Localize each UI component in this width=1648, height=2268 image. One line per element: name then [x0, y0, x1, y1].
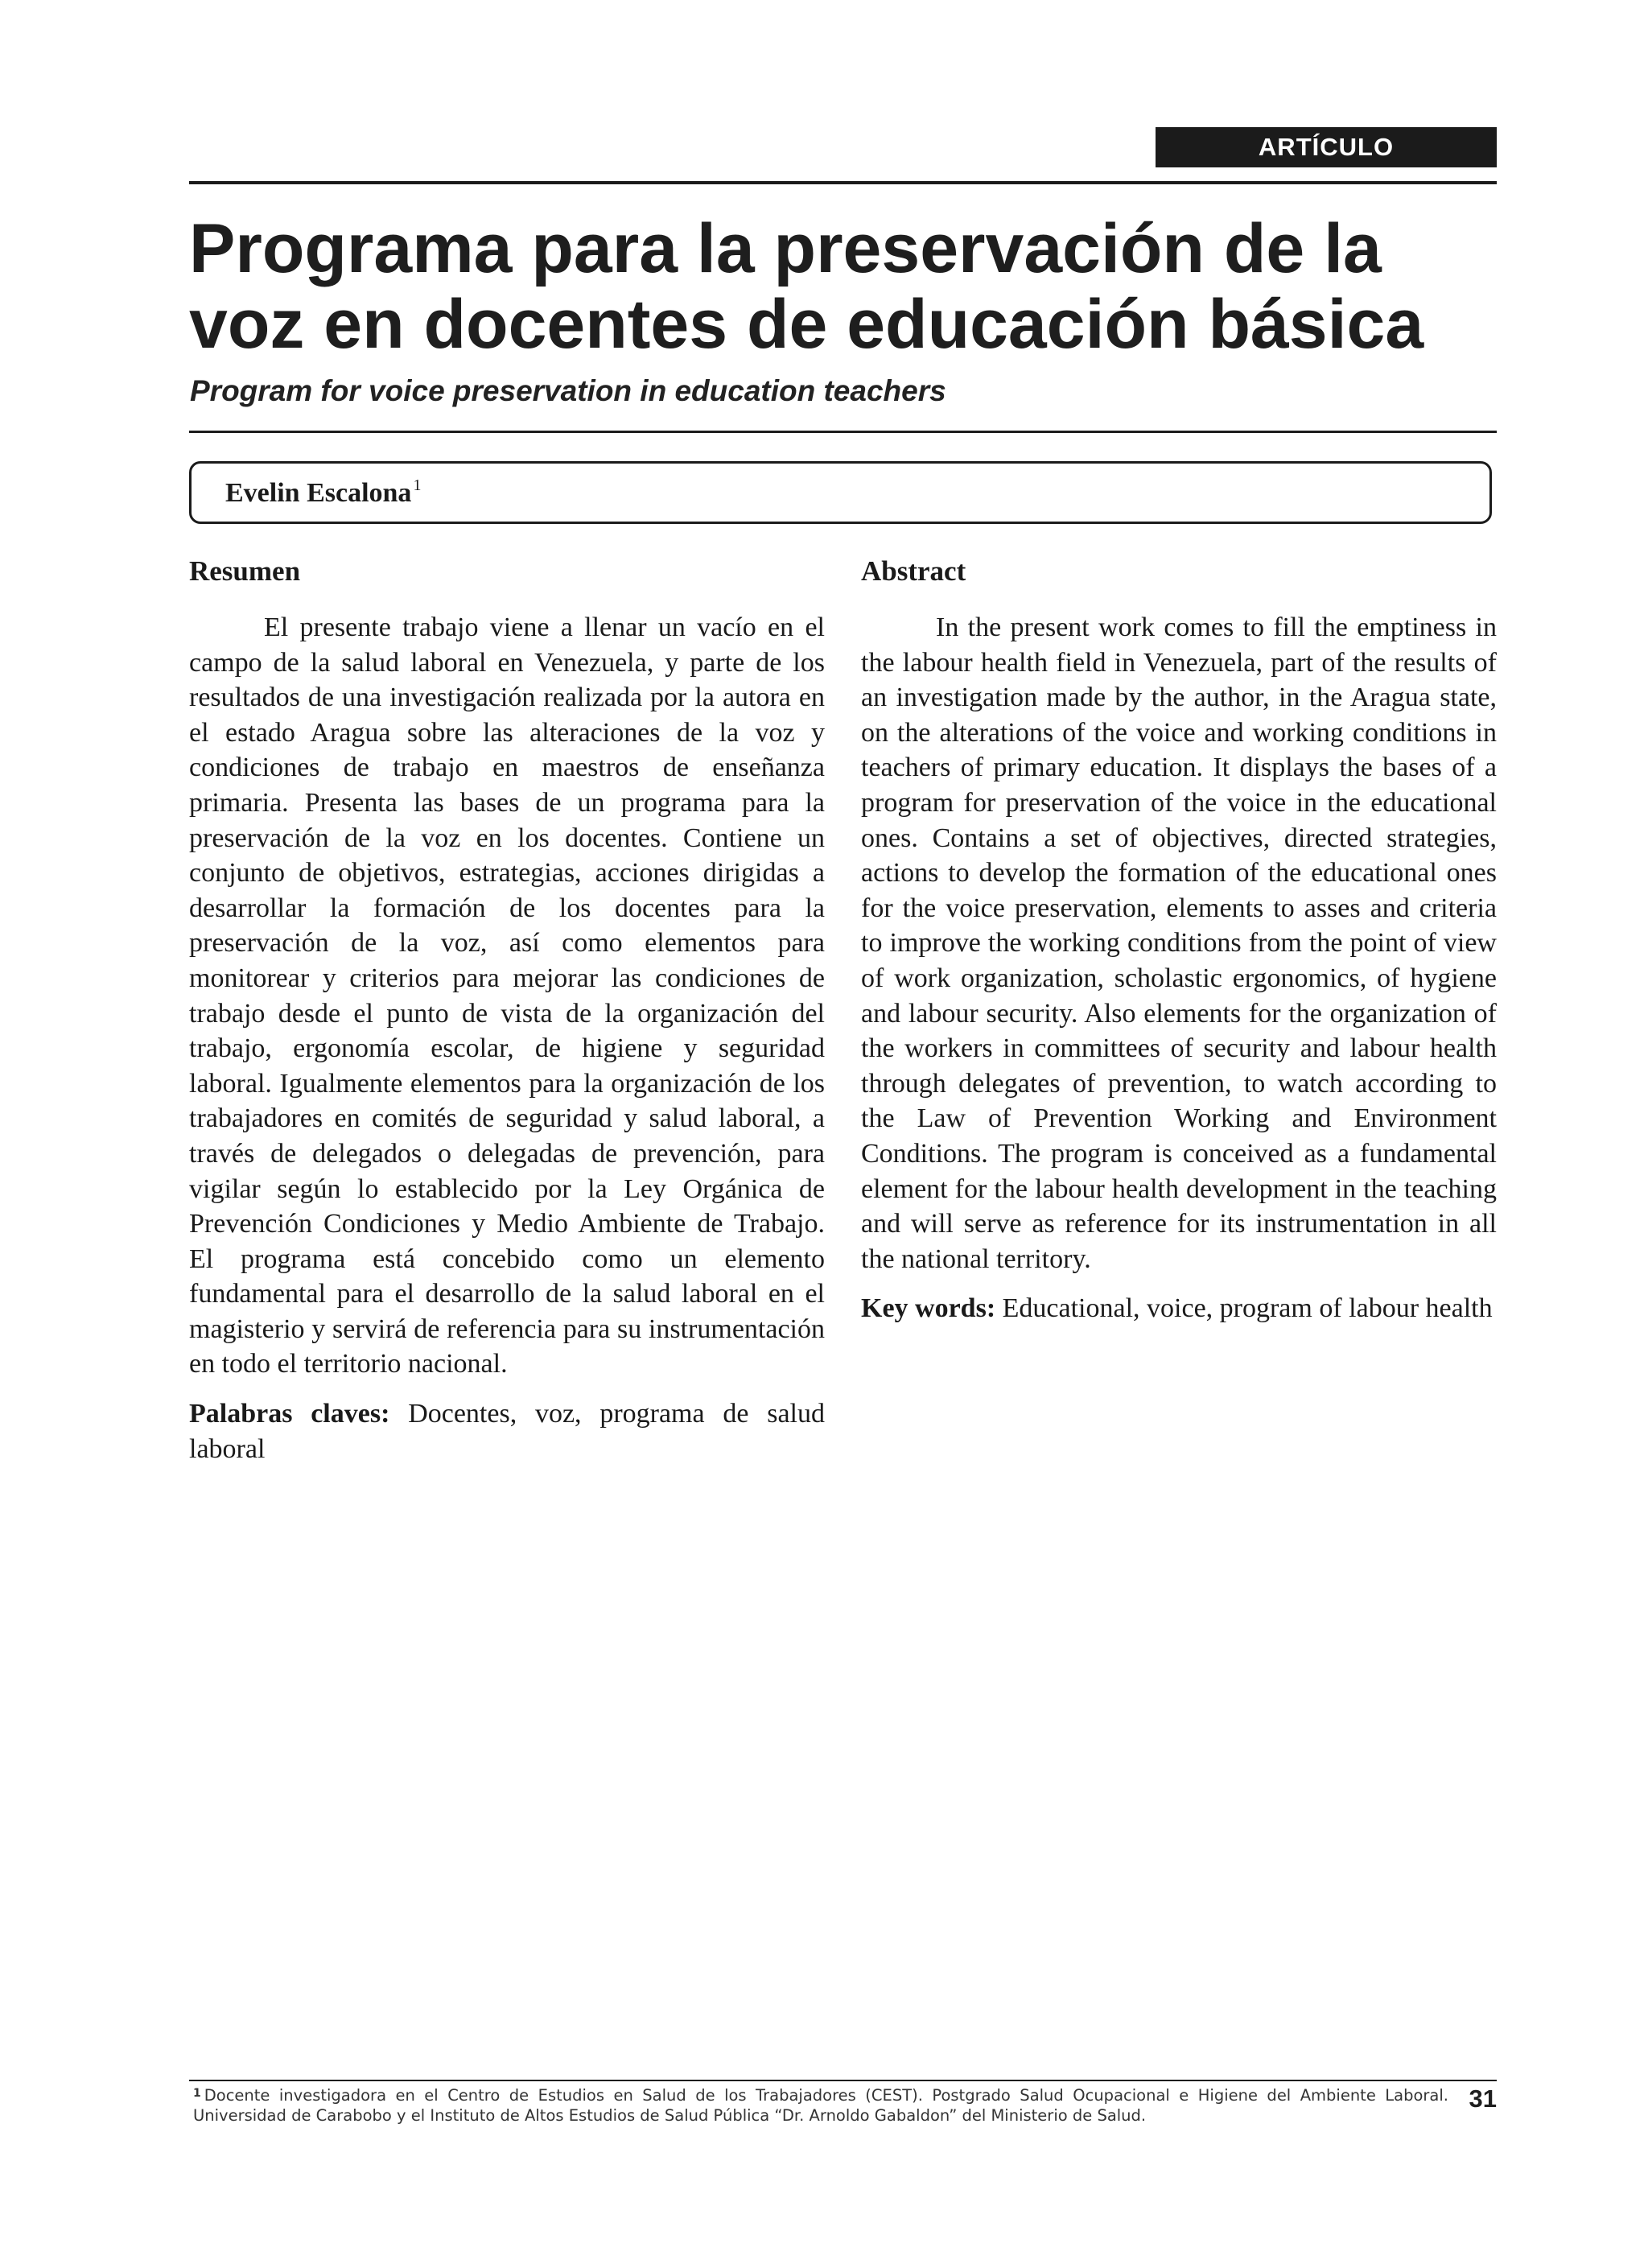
- resumen-body: El presente trabajo viene a llenar un vacío en el campo de la salud laboral en Venezuela, y parte de los resultados de una investigación realizada por la autora en el estado Aragua sobre las alteraciones de la voz y condiciones de trabajo en maestros de enseñanza primaria. Presenta las bases de un programa para la preservación de la voz en los docentes. Contiene un conjunto de objetivos, estrategias, acciones dirigidas a desarrollar la formación de los docentes para la preservación de la voz, así como elementos para monitorear y criterios para mejorar las condiciones de trabajo desde el punto de vista de la organización del trabajo, ergonomía escolar, de higiene y seguridad laboral. Igualmente elementos para la organización de los trabajadores en comités de seguridad y salud laboral, a través de delegados o delegadas de prevención, para vigilar según lo establecido por la Ley Orgánica de Prevención Condiciones y Medio Ambiente de Trabajo. El programa está concebido como un elemento fundamental para el desarrollo de la salud laboral en el magisterio y servirá de referencia para su instrumentación en todo el territorio nacional.: [189, 612, 825, 1379]
- author-footnote-marker: 1: [413, 476, 422, 494]
- resumen-column: [189, 554, 825, 1466]
- footnote-divider: [189, 2080, 1497, 2081]
- author-box: [189, 461, 1492, 524]
- article-title: Programa para la preservación de la voz en docentes de educación básica: [189, 210, 1424, 363]
- article-subtitle: Program for voice preservation in education teachers: [190, 374, 946, 407]
- abstract-keywords-label: Key words:: [861, 1293, 996, 1324]
- section-label: ARTÍCULO: [1156, 127, 1497, 167]
- page-number: 31: [1469, 2084, 1497, 2113]
- footnote-marker: 1: [193, 2087, 201, 2100]
- abstract-column: [861, 554, 1497, 1326]
- header-divider: [189, 181, 1497, 184]
- abstract-body: In the present work comes to fill the emptiness in the labour health field in Venezuela, part of the results of an investigation made by the author, in the Aragua state, on the alterations of the voice and working conditions in teachers of primary education. It displays the bases of a program for preservation of the voice in the educational ones. Contains a set of objectives, directed strategies, actions to develop the formation of the educational ones for the voice preservation, elements to asses and criteria to improve the working conditions from the point of view of work organization, scholastic ergonomics, of hygiene and labour security. Also elements for the organization of the workers in committees of security and labour health through delegates of prevention, to watch according to the Law of Prevention Working and Environment Conditions. The program is conceived as a fundamental element for the labour health development in the teaching and will serve as reference for its instrumentation in all the national territory.: [861, 612, 1497, 1274]
- title-divider: [189, 431, 1497, 433]
- resumen-keywords: [189, 1396, 825, 1466]
- abstract-keywords-value: Educational, voice, program of labour health: [1002, 1293, 1493, 1324]
- resumen-heading: Resumen: [189, 555, 301, 587]
- footnote-text: Docente investigadora en el Centro de Estudios en Salud de los Trabajadores (CEST). Postgrado Salud Ocupacional e Higiene del Ambiente Laboral. Universidad de Carabobo y el Instituto de Altos Estudios de Salud Pública “Dr. Arnoldo Gabaldon” del Ministerio de Salud.: [193, 2086, 1448, 2125]
- resumen-keywords-value: Docentes, voz, programa de salud laboral: [189, 1399, 825, 1464]
- author-name: Evelin Escalona $^1$: [225, 476, 422, 508]
- resumen-keywords-label: Palabras claves:: [189, 1399, 390, 1429]
- author-footnote: [193, 2084, 1448, 2126]
- abstract-keywords: [861, 1291, 1497, 1326]
- abstract-heading: Abstract: [861, 555, 966, 587]
